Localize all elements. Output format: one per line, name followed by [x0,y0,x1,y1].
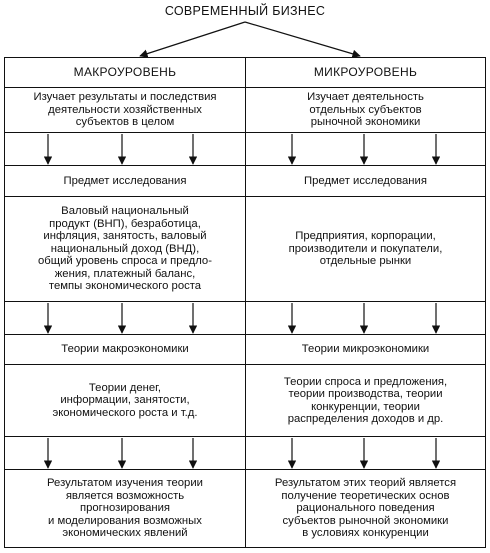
macro-level-header: МАКРОУРОВЕНЬ [73,65,177,80]
micro-theories-label: Теории микроэкономики [301,343,430,356]
micro-subject-text: Предприятия, корпорации, производители и покупатели, отдельные рынки [288,230,443,268]
macro-theories-text: Теории денег, информации, занятости, экономического роста и т.д. [52,381,198,419]
macro-studies-text: Изучает результаты и последствия деятельности хозяйственных субъектов в целом [33,91,217,129]
micro-theories-text: Теории спроса и предложения, теории производства, теории конкуренции, теории распределения доходов и др. [283,375,448,425]
macro-theories-label: Теории макроэкономики [61,343,189,356]
macro-subject-text: Валовый национальный продукт (ВНП), безработица, инфляция, занятость, валовый национальный доход (ВНД), общий уровень спроса и предло- жения, платежный баланс, темпы экономического роста [38,205,212,293]
macro-subject-label: Предмет исследования [63,174,187,187]
micro-level-header: МИКРОУРОВЕНЬ [313,65,418,80]
diagram-title: СОВРЕМЕННЫЙ БИЗНЕС [164,4,326,18]
row-separator [4,436,486,437]
micro-studies-text: Изучает деятельность отдельных субъектов рыночной экономики [307,91,424,129]
row-separator [4,132,486,133]
micro-subject-label: Предмет исследования [304,174,427,187]
macro-result-text: Результатом изучения теории является возможность прогнозирования и моделирования возможных экономических явлений [47,477,203,540]
row-separator [4,301,486,302]
micro-result-text: Результатом этих теорий является получение теоретических основ рационального поведения субъектов рыночной экономики в условиях конкуренции [274,477,457,540]
